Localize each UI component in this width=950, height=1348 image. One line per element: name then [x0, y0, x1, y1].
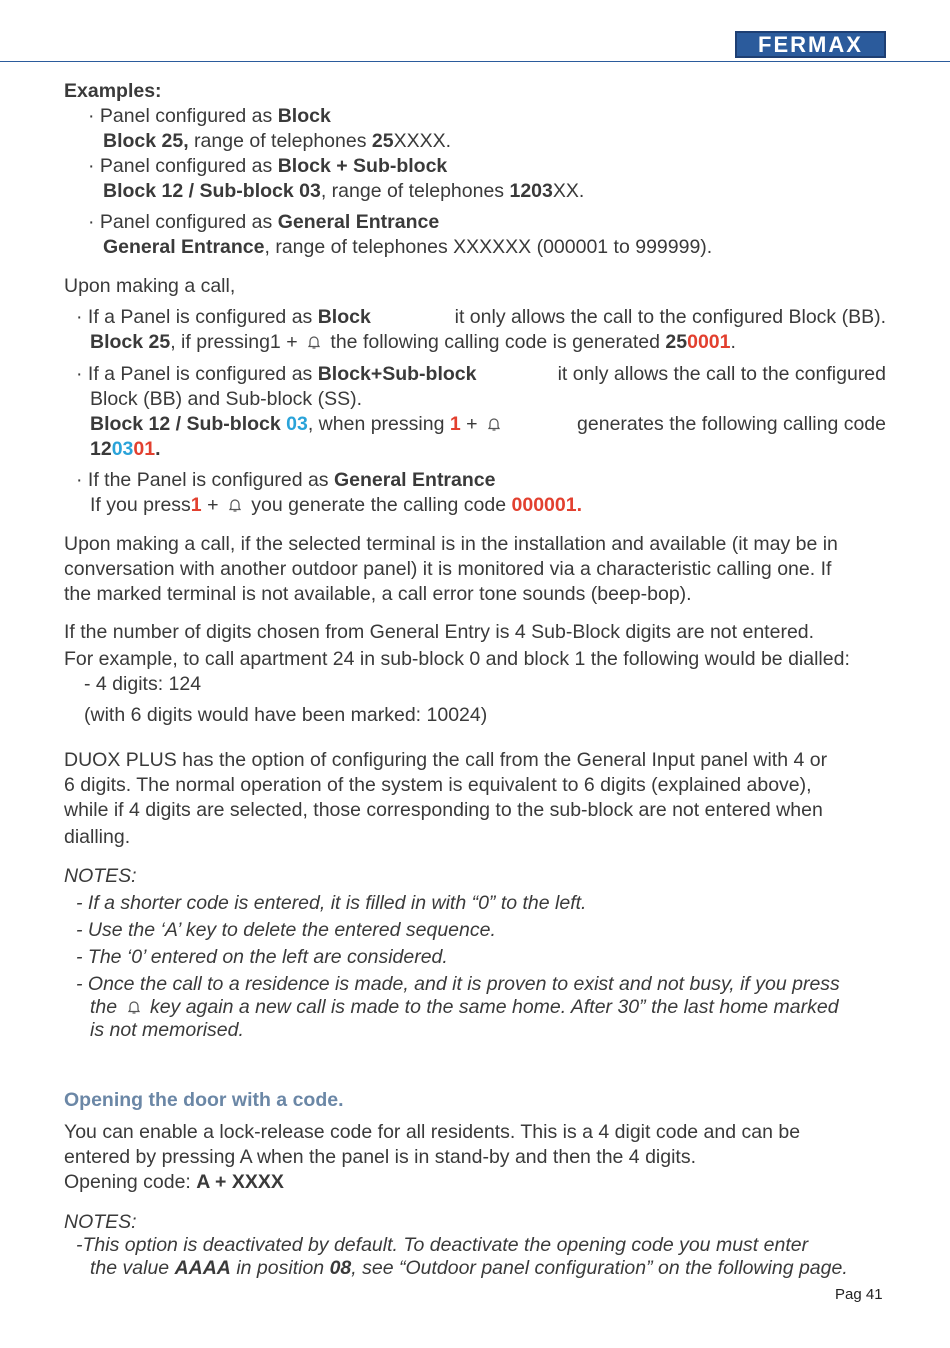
notes-1-item-4-line-2: the key again a new call is made to the same home. After 30” the last home marked — [90, 995, 839, 1021]
call-case-2-code: 120301. — [90, 438, 161, 460]
examples-title: Examples: — [64, 80, 162, 102]
para-2-line-1: If the number of digits chosen from General Entry is 4 Sub-Block digits are not entered. — [64, 621, 815, 643]
para-2-line-3: - 4 digits: 124 — [84, 673, 202, 695]
call-case-3-detail: If you press1 + you generate the calling code 000001. — [90, 493, 582, 519]
notes-2-title: NOTES: — [64, 1211, 137, 1233]
bell-icon — [306, 332, 322, 356]
bell-icon — [227, 495, 243, 519]
para-2-line-4: (with 6 digits would have been marked: 10024) — [84, 704, 488, 726]
example-2: · Panel configured as Block + Sub-block — [88, 155, 448, 177]
opening-line-2: entered by pressing A when the panel is in stand-by and then the 4 digits. — [64, 1146, 697, 1168]
notes-2-line-1: -This option is deactivated by default. To deactivate the opening code you must enter — [76, 1234, 809, 1256]
notes-1-item-3: - The ‘0’ entered on the left are considered. — [76, 946, 448, 968]
header-rule — [0, 61, 950, 62]
example-1-detail: Block 25, range of telephones 25XXXX. — [103, 130, 452, 152]
para-3-line-3: while if 4 digits are selected, those corresponding to the sub-block are not entered when — [64, 799, 823, 821]
call-case-2: · If a Panel is configured as Block+Sub-block it only allows the call to the configured — [76, 363, 886, 385]
example-3-detail: General Entrance, range of telephones XXXXXX (000001 to 999999). — [103, 236, 713, 258]
notes-1-item-1: - If a shorter code is entered, it is filled in with “0” to the left. — [76, 892, 587, 914]
call-intro: Upon making a call, — [64, 275, 236, 297]
call-case-3: · If the Panel is configured as General Entrance — [76, 469, 496, 491]
example-2-detail: Block 12 / Sub-block 03, range of telephones 1203XX. — [103, 180, 585, 202]
notes-1-title: NOTES: — [64, 865, 137, 887]
fermax-logo: FERMAX — [735, 31, 886, 58]
para-3-line-2: 6 digits. The normal operation of the system is equivalent to 6 digits (explained above), — [64, 774, 812, 796]
call-case-2-detail: Block 12 / Sub-block 03, when pressing 1 + generates the following calling code — [90, 412, 886, 438]
page-number: Pag 41 — [835, 1286, 883, 1303]
notes-1-item-4: - Once the call to a residence is made, and it is proven to exist and not busy, if you press — [76, 973, 840, 995]
para-1-line-1: Upon making a call, if the selected terminal is in the installation and available (it may be in — [64, 533, 838, 555]
bell-icon — [486, 414, 502, 438]
para-2-line-2: For example, to call apartment 24 in sub-block 0 and block 1 the following would be dialled: — [64, 648, 850, 670]
para-3-line-1: DUOX PLUS has the option of configuring the call from the General Input panel with 4 or — [64, 749, 828, 771]
opening-line-1: You can enable a lock-release code for all residents. This is a 4 digit code and can be — [64, 1121, 801, 1143]
call-case-2-line2: Block (BB) and Sub-block (SS). — [90, 388, 363, 410]
para-3-line-4: dialling. — [64, 826, 131, 848]
notes-2-line-2: the value AAAA in position 08, see “Outdoor panel configuration” on the following page. — [90, 1257, 848, 1279]
para-1-line-2: conversation with another outdoor panel) it is monitored via a characteristic calling one. If — [64, 558, 832, 580]
notes-1-item-2: - Use the ‘A’ key to delete the entered sequence. — [76, 919, 496, 941]
example-1: · Panel configured as Block — [88, 105, 331, 127]
call-case-1: · If a Panel is configured as Block it only allows the call to the configured Block (BB). — [76, 306, 886, 328]
call-case-1-detail: Block 25, if pressing1 + the following calling code is generated 250001. — [90, 330, 736, 356]
example-3: · Panel configured as General Entrance — [88, 211, 440, 233]
para-1-line-3: the marked terminal is not available, a call error tone sounds (beep-bop). — [64, 583, 692, 605]
opening-code: Opening code: A + XXXX — [64, 1171, 284, 1193]
section-heading-opening-door: Opening the door with a code. — [64, 1089, 344, 1111]
notes-1-item-4-line-3: is not memorised. — [90, 1019, 244, 1041]
